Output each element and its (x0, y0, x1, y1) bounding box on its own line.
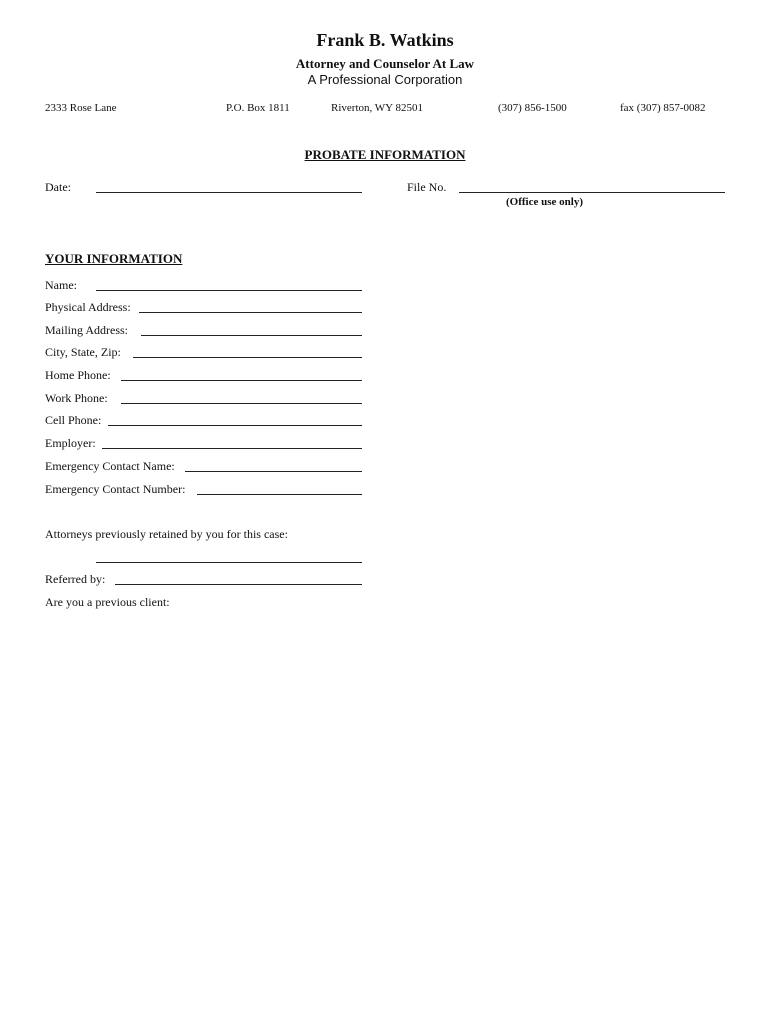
cell-phone-field[interactable] (108, 411, 362, 426)
form-title: PROBATE INFORMATION (304, 147, 466, 162)
emergency-contact-number-field[interactable] (197, 480, 362, 495)
emergency-contact-number-label: Emergency Contact Number: (45, 482, 186, 496)
office-use-note: (Office use only) (506, 196, 583, 208)
employer-label: Employer: (45, 436, 96, 450)
work-phone-field[interactable] (121, 389, 362, 404)
referred-by-label: Referred by: (45, 572, 106, 586)
emergency-contact-name-field[interactable] (185, 457, 362, 472)
referred-by-field[interactable] (115, 570, 362, 585)
emergency-contact-name-label: Emergency Contact Name: (45, 459, 175, 473)
employer-field[interactable] (102, 434, 362, 449)
address-street: 2333 Rose Lane (45, 102, 117, 114)
firm-title: Attorney and Counselor At Law (295, 56, 475, 71)
home-phone-field[interactable] (121, 366, 362, 381)
previous-client-label: Are you a previous client: (45, 595, 170, 609)
physical-address-field[interactable] (139, 298, 362, 313)
previous-attorneys-label: Attorneys previously retained by you for this case: (45, 527, 288, 541)
file-no-label: File No. (407, 180, 447, 194)
firm-subtitle: A Professional Corporation (307, 72, 463, 87)
city-state-zip-field[interactable] (133, 343, 362, 358)
cell-phone-label: Cell Phone: (45, 413, 102, 427)
name-label: Name: (45, 278, 77, 292)
address-po-box: P.O. Box 1811 (226, 102, 290, 114)
date-field[interactable] (96, 178, 362, 193)
phone-number: (307) 856-1500 (498, 102, 567, 114)
work-phone-label: Work Phone: (45, 391, 108, 405)
fax-number: fax (307) 857-0082 (620, 102, 706, 114)
previous-attorneys-field[interactable] (96, 548, 362, 563)
physical-address-label: Physical Address: (45, 300, 131, 314)
address-city: Riverton, WY 82501 (331, 102, 423, 114)
file-no-field[interactable] (459, 178, 725, 193)
date-label: Date: (45, 180, 71, 194)
firm-name: Frank B. Watkins (316, 30, 454, 50)
your-information-heading: YOUR INFORMATION (45, 251, 183, 266)
mailing-address-label: Mailing Address: (45, 323, 128, 337)
city-state-zip-label: City, State, Zip: (45, 345, 121, 359)
mailing-address-field[interactable] (141, 321, 362, 336)
name-field[interactable] (96, 276, 362, 291)
home-phone-label: Home Phone: (45, 368, 111, 382)
